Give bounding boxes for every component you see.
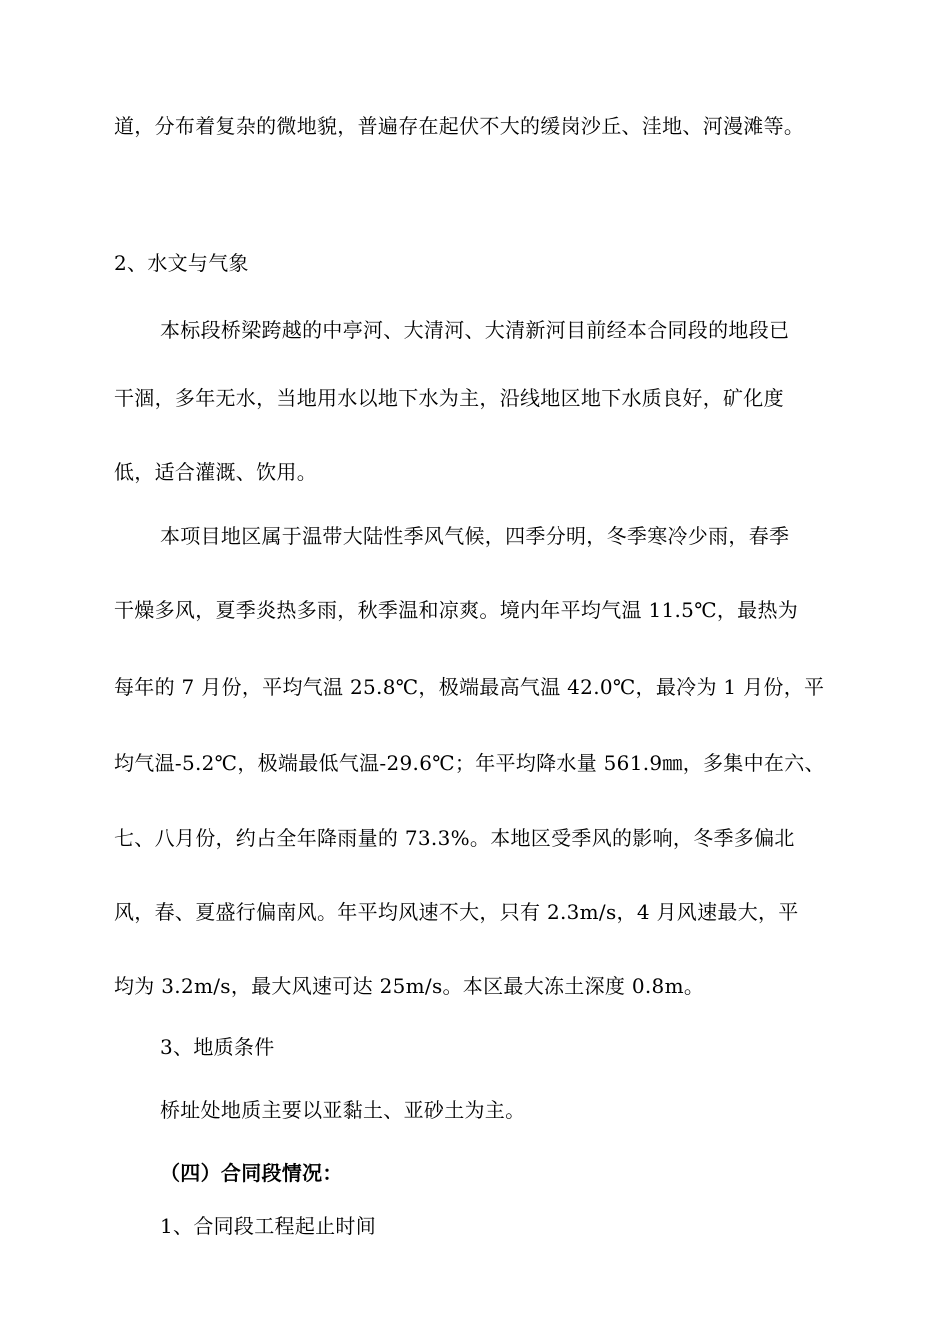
section-heading-geology: 3、地质条件 bbox=[160, 1035, 275, 1059]
paragraph-line-climate-6: 风，春、夏盛行偏南风。年平均风速不大，只有 2.3m/s，4 月风速最大，平 bbox=[114, 900, 799, 924]
section-heading-contract-section: （四）合同段情况： bbox=[160, 1161, 343, 1185]
paragraph-line-hydrology-2: 干涸，多年无水，当地用水以地下水为主，沿线地区地下水质良好，矿化度 bbox=[114, 386, 784, 410]
paragraph-line-climate-1: 本项目地区属于温带大陆性季风气候，四季分明，冬季寒冷少雨，春季 bbox=[160, 524, 790, 548]
section-heading-hydrology-climate: 2、水文与气象 bbox=[114, 251, 249, 275]
paragraph-line-climate-7: 均为 3.2m/s，最大风速可达 25m/s。本区最大冻土深度 0.8m。 bbox=[114, 974, 705, 998]
paragraph-line-hydrology-1: 本标段桥梁跨越的中亭河、大清河、大清新河目前经本合同段的地段已 bbox=[160, 318, 790, 342]
paragraph-line-climate-2: 干燥多风，夏季炎热多雨，秋季温和凉爽。境内年平均气温 11.5℃，最热为 bbox=[114, 598, 799, 622]
paragraph-line-climate-5: 七、八月份，约占全年降雨量的 73.3%。本地区受季风的影响，冬季多偏北 bbox=[114, 826, 795, 850]
paragraph-line-hydrology-3: 低，适合灌溉、饮用。 bbox=[114, 460, 317, 484]
subsection-heading-start-end-time: 1、合同段工程起止时间 bbox=[160, 1214, 377, 1238]
paragraph-line-climate-4: 均气温-5.2℃，极端最低气温-29.6℃；年平均降水量 561.9㎜，多集中在六、 bbox=[114, 751, 825, 775]
paragraph-line-geomorphology-end: 道，分布着复杂的微地貌，普遍存在起伏不大的缓岗沙丘、洼地、河漫滩等。 bbox=[114, 114, 805, 138]
paragraph-line-geology: 桥址处地质主要以亚黏土、亚砂土为主。 bbox=[160, 1098, 526, 1122]
paragraph-line-climate-3: 每年的 7 月份，平均气温 25.8℃，极端最高气温 42.0℃，最冷为 1 月份，平 bbox=[114, 675, 825, 699]
